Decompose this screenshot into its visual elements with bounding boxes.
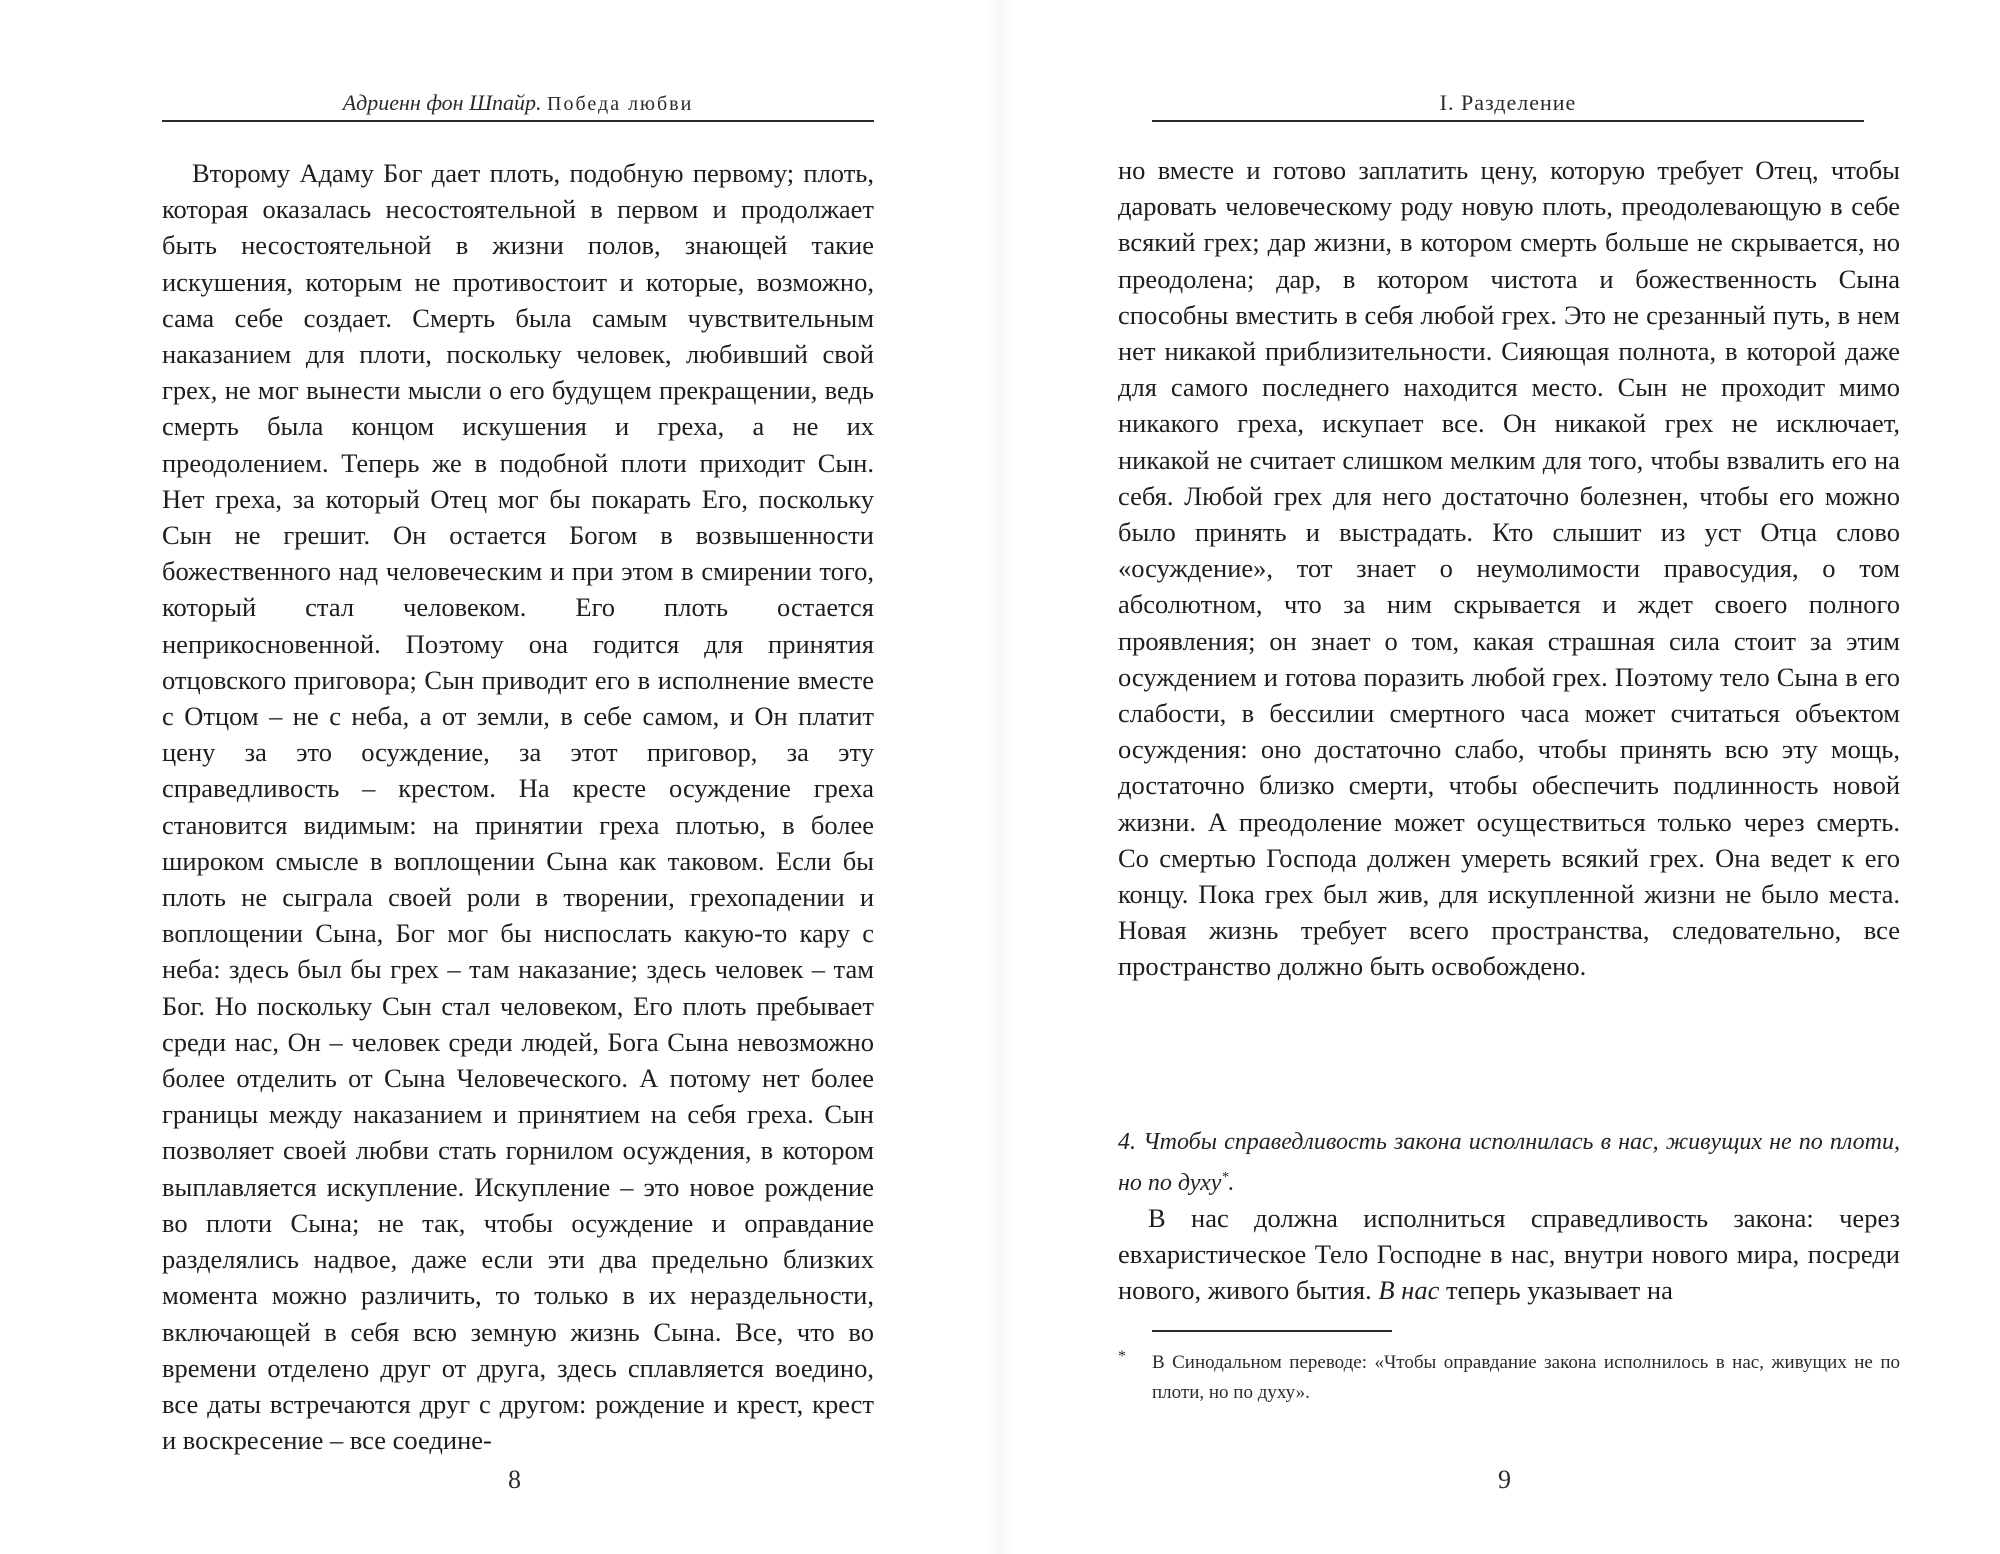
continued-paragraph: но вместе и готово заплатить цену, которую требует Отец, чтобы даровать человеческому роду новую плоть, преодолевающую в себе всякий грех; дар жизни, в котором смерть больше не скрывается, но преодолена; дар, в котором чистота и божественность Сына способны вместить в себя любой грех. Это не срезанный путь, в нем нет никакой приблизительности. Сияющая полнота, в которой даже для самого последнего находится место. Сын не проходит мимо никакого греха, искупает все. Он никакой грех не исключает, никакой не считает слишком мелким для того, чтобы взвалить его на себя. Любой грех для него достаточно болезнен, чтобы его можно было принять и выстрадать. Кто слышит из уст Отца слово «осуждение», тот знает о неумолимости правосудия, о том абсолютном, что за ним скрывается и ждет своего полного проявления; он знает о том, какая страшная сила стоит за этим осуждением и готова поразить любой грех. Поэтому тело Сына в его слабости, в бессилии смертного часа может считаться объектом осуждения: оно достаточно слабо, чтобы принять всю эту мощь, достаточно близко смерти, чтобы обеспечить подлинность новой жизни. А преодоление может осуществиться только через смерть. Со смертью Господа должен умереть всякий грех. Она ведет к его концу. Пока грех был жив, для искупленной жизни не было места. Новая жизнь требует всего пространства, следовательно, все пространство должно быть освобождено. <box>1118 155 1900 982</box>
right-body-text <box>1118 152 1900 985</box>
section-paragraph <box>1118 1200 1900 1309</box>
section-body-start: В нас должна исполниться справедливость закона: через евхаристическое Тело Господне в нас, внутри нового мира, посреди нового, живого бытия. <box>1118 1203 1900 1306</box>
footnote-mark: * <box>1118 1348 1126 1365</box>
footnote-rule <box>1152 1330 1392 1332</box>
left-paragraph: Второму Адаму Бог дает плоть, подобную первому; плоть, которая оказалась несостоятельной в первом и продолжает быть несостоятельной в жизни полов, знающей такие искушения, которым не противостоит и которые, возможно, сама себе создает. Смерть была самым чувствительным наказанием для плоти, поскольку человек, любивший свой грех, не мог вынести мысли о его будущем прекращении, ведь смерть была концом искушения и греха, а не их преодолением. Теперь же в подобной плоти приходит Сын. Нет греха, за который Отец мог бы покарать Его, поскольку Сын не грешит. Он остается Богом в возвышенности божественного над человеческим и при этом в смирении того, который стал человеком. Его плоть остается неприкосновенной. Поэтому она годится для принятия отцовского приговора; Сын приводит его в исполнение вместе с Отцом – не с неба, а от земли, в себе самом, и Он платит цену за это осуждение, за этот приговор, за эту справедливость – крестом. На кресте осуждение греха становится видимым: на принятии греха плотью, в более широком смысле в воплощении Сына как таковом. Если бы плоть не сыграла своей роли в творении, грехопадении и воплощении Сына, Бог мог бы ниспослать какую-то кару с неба: здесь был бы грех – там наказание; здесь человек – там Бог. Но поскольку Сын стал человеком, Его плоть пребывает среди нас, Он – человек среди людей, Бога Сына невозможно более отделить от Сына Человеческого. А потому нет более границы между наказанием и принятием на себя греха. Сын позволяет своей любви стать горнилом осуждения, в котором выплавляется искупление. Искупление – это новое рождение во плоти Сына; не так, чтобы осуждение и оправдание разделялись надвое, даже если эти два предельно близких момента можно различить, то только в их нераздельности, включающей в себя всю земную жизнь Сына. Все, что во времени отделено друг от друга, здесь сплавляется воедино, все даты встречаются друг с другом: рождение и крест, крест и воскресение – все соедине- <box>162 158 874 1456</box>
running-head-rule-right <box>1152 120 1864 122</box>
footnote-text: В Синодальном переводе: «Чтобы оправдание закона исполнилось в нас, живущих не по плоти, но по духу». <box>1152 1352 1900 1403</box>
section-heading-footnote-mark: * <box>1221 1170 1229 1185</box>
page-number-right: 9 <box>1498 1465 1511 1494</box>
section-heading: 4. Чтобы справедливость закона исполнилась в нас, живущих не по плоти, но по духу*. <box>1118 1129 1900 1196</box>
right-page <box>1000 0 2000 1554</box>
running-head-rule-left <box>162 120 874 122</box>
section-body-end: теперь указывает на <box>1445 1275 1673 1306</box>
running-head-left <box>162 90 874 120</box>
running-head-author: Адриенн фон Шпайр. <box>342 90 542 115</box>
page-number-left: 8 <box>508 1465 521 1494</box>
section-heading-text: 4. Чтобы справедливость закона исполнилась в нас, живущих не по плоти, но по духу <box>1118 1129 1900 1196</box>
running-head-book-title: Победа любви <box>547 93 694 115</box>
section-body <box>1118 1200 1900 1309</box>
footnote <box>1118 1348 1900 1408</box>
running-head-right: I. Разделение <box>1439 90 1577 115</box>
left-body-text <box>162 155 874 1458</box>
section-body-emphasis: В нас <box>1378 1275 1440 1306</box>
